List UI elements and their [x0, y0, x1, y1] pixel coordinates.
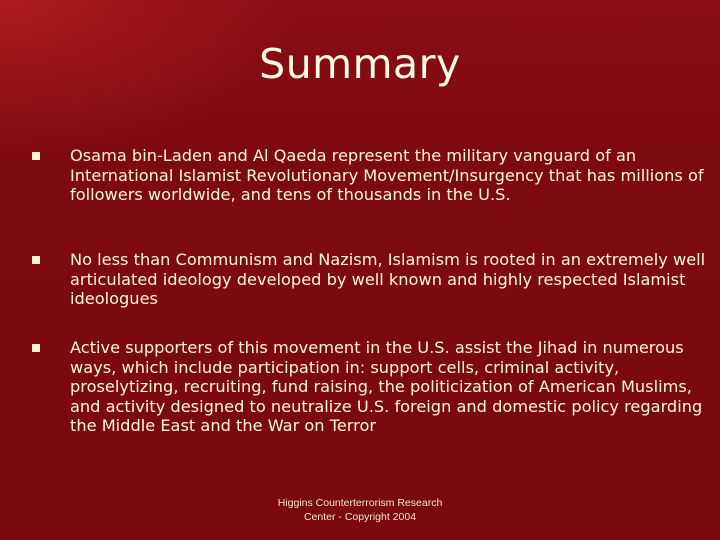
bullet-item: [30, 250, 710, 309]
bullet-text: Osama bin-Laden and Al Qaeda represent the military vanguard of an International Islamist Revolutionary Movement/Insurgency that has millions of followers worldwide, and tens of thousands in the U.S.: [70, 146, 704, 204]
bullet-item: [30, 338, 710, 436]
footer-line-2: Center - Copyright 2004: [303, 511, 417, 523]
square-bullet-icon: [32, 152, 40, 160]
bullet-text: No less than Communism and Nazism, Islamism is rooted in an extremely well articulated ideology developed by well known and highly respected Islamist ideologues: [70, 250, 706, 308]
slide-title: Summary: [259, 40, 461, 88]
footer: [250, 496, 470, 524]
square-bullet-icon: [32, 344, 40, 352]
footer-line-1: Higgins Counterterrorism Research: [277, 497, 443, 509]
square-bullet-icon: [32, 256, 40, 264]
bullet-text: Active supporters of this movement in the U.S. assist the Jihad in numerous ways, which include participation in: support cells, criminal activity, proselytizing, recruiting, fund raising, the politicization of American Muslims, and activity designed to neutralize U.S. foreign and domestic policy regarding the Middle East and the War on Terror: [70, 338, 703, 435]
bullet-item: [30, 146, 710, 205]
